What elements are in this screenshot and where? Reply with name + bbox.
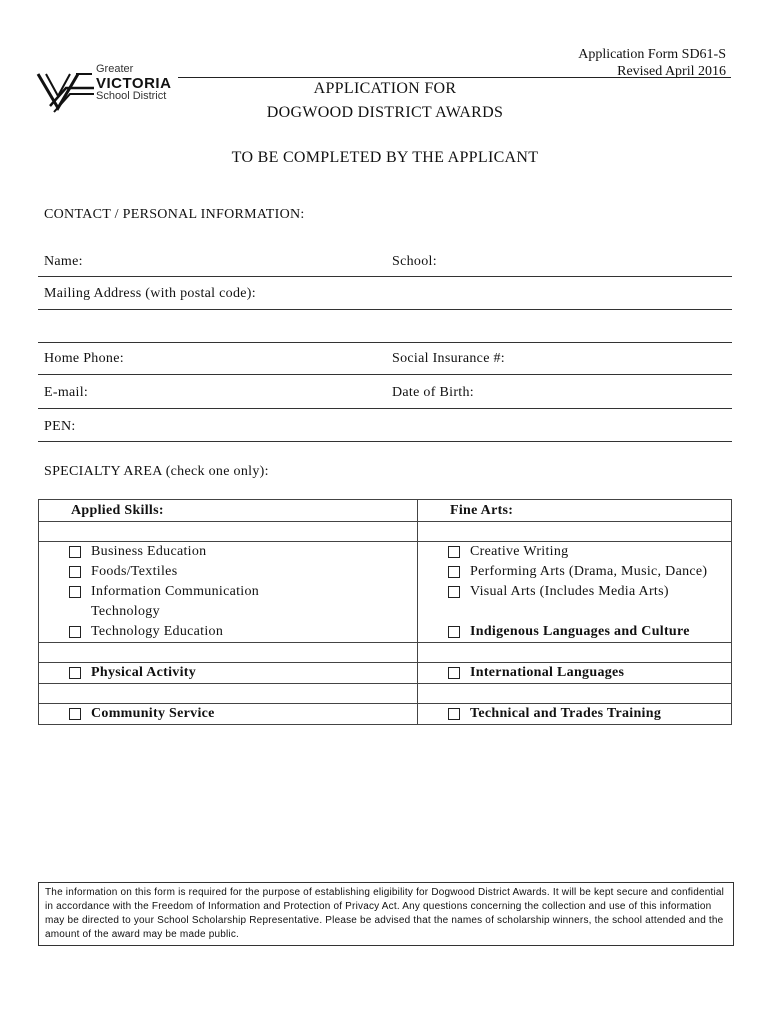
fine-arts-header: Fine Arts: [418, 500, 732, 522]
name-field-line[interactable] [38, 276, 732, 277]
form-identifier [578, 46, 726, 80]
sin-label: Social Insurance #: [392, 351, 505, 366]
checkbox-icon[interactable] [448, 667, 460, 679]
option-information-communication-technology[interactable]: Information Communication Technology [39, 582, 417, 622]
checkbox-icon[interactable] [448, 546, 460, 558]
option-performing-arts[interactable]: Performing Arts (Drama, Music, Dance) [418, 562, 731, 582]
pen-field-line[interactable] [38, 441, 732, 442]
form-number: Application Form SD61-S [578, 47, 726, 62]
name-label: Name: [44, 254, 83, 269]
header-rule [178, 77, 731, 78]
checkbox-icon[interactable] [69, 566, 81, 578]
checkbox-icon[interactable] [448, 586, 460, 598]
option-international-languages[interactable]: International Languages [418, 663, 731, 683]
revised-date: Revised April 2016 [617, 64, 726, 79]
option-visual-arts[interactable]: Visual Arts (Includes Media Arts) [418, 582, 731, 602]
applied-skills-header: Applied Skills: [39, 500, 418, 522]
option-foods-textiles[interactable]: Foods/Textiles [39, 562, 417, 582]
option-community-service[interactable]: Community Service [39, 704, 417, 724]
privacy-notice: The information on this form is required for the purpose of establishing eligibility for Dogwood District Awards. It will be kept secure and confidential in accordance with the Freedom of Information and Protection of Privacy Act. Any questions concerning the collection and use of this information may be directed to your School Scholarship Representative. Please be advised that the names of scholarship winners, the school attended and the amount of the award may be made public. [38, 882, 734, 946]
option-physical-activity[interactable]: Physical Activity [39, 663, 417, 683]
option-business-education[interactable]: Business Education [39, 542, 417, 562]
phone-field-line[interactable] [38, 374, 732, 375]
checkbox-icon[interactable] [69, 667, 81, 679]
mailing-address-label: Mailing Address (with postal code): [44, 286, 256, 301]
pen-label: PEN: [44, 419, 76, 434]
school-label: School: [392, 254, 437, 269]
form-subtitle: TO BE COMPLETED BY THE APPLICANT [231, 149, 539, 166]
checkbox-icon[interactable] [69, 586, 81, 598]
option-technology-education[interactable]: Technology Education [39, 622, 417, 642]
contact-section-title: CONTACT / PERSONAL INFORMATION: [44, 207, 305, 222]
specialty-section-title: SPECIALTY AREA (check one only): [44, 464, 269, 479]
checkbox-icon[interactable] [69, 546, 81, 558]
form-title-line1: APPLICATION FOR [313, 80, 457, 97]
dob-label: Date of Birth: [392, 385, 474, 400]
checkbox-icon[interactable] [448, 566, 460, 578]
specialty-area-table [38, 499, 732, 725]
home-phone-label: Home Phone: [44, 351, 124, 366]
option-creative-writing[interactable]: Creative Writing [418, 542, 731, 562]
option-indigenous-languages[interactable]: Indigenous Languages and Culture [418, 622, 731, 642]
email-label: E-mail: [44, 385, 89, 400]
form-title-line2: DOGWOOD DISTRICT AWARDS [266, 104, 504, 121]
checkbox-icon[interactable] [69, 708, 81, 720]
checkbox-icon[interactable] [69, 626, 81, 638]
email-field-line[interactable] [38, 408, 732, 409]
mailing-address-line-1[interactable] [38, 309, 732, 310]
mailing-address-line-2[interactable] [38, 342, 732, 343]
logo-line-school-district: School District [96, 90, 167, 103]
checkbox-icon[interactable] [448, 626, 460, 638]
logo-line-victoria: VICTORIA [96, 74, 172, 92]
checkbox-icon[interactable] [448, 708, 460, 720]
logo-line-greater: Greater [96, 63, 134, 75]
option-technical-trades-training[interactable]: Technical and Trades Training [418, 704, 731, 724]
